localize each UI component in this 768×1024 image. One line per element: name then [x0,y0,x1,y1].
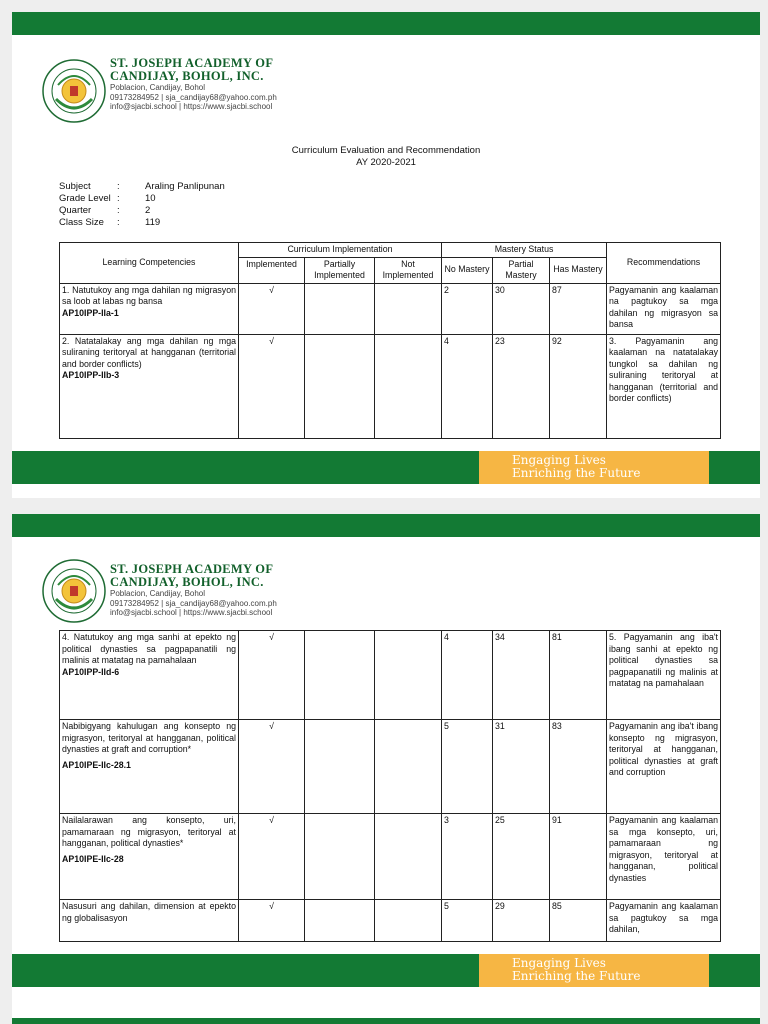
meta-row: Quarter : 2 [59,205,151,216]
school-name-line2: CANDIJAY, BOHOL, INC. [110,575,264,589]
header-implemented: Implemented [239,257,305,283]
no-mastery-cell: 5 [442,900,493,942]
has-mastery-cell: 91 [550,814,607,900]
no-mastery-cell: 2 [442,283,493,334]
not-implemented-cell [375,631,442,720]
competency-code: AP10IPP-IId-6 [62,666,120,677]
no-mastery-cell: 3 [442,814,493,900]
no-mastery-cell: 4 [442,334,493,438]
header-partially-implemented: Partially Implemented [305,257,375,283]
recommendation-cell: Pagyamanin ang kaalaman sa pagtukoy sa mga dahilan, [607,900,721,942]
competency-cell: Nabibigyang kahulugan ang konsepto ng migrasyon, teritoryal at hangganan, political dynasties at graft and corruption* AP10IPE-IIc-28.1 [60,720,239,814]
implemented-cell: √ [239,631,305,720]
document-title [12,145,760,169]
recommendation-cell: 5. Pagyamanin ang iba't ibang sanhi at epekto ng political dynasties sa pagpapanatili ng malinis at matatag na pamahalaan [607,631,721,720]
header-no-mastery: No Mastery [442,257,493,283]
school-phone-email: 09173284952 | sja_candijay68@yahoo.com.ph [110,92,277,102]
competency-code: AP10IPE-IIc-28 [62,853,124,864]
partially-cell [305,631,375,720]
table-row [60,631,721,720]
header-not-implemented: Not Implemented [375,257,442,283]
meta-row: Class Size : 119 [59,217,161,228]
header-green-bar [12,514,760,537]
school-identity [110,57,277,112]
implemented-cell: √ [239,814,305,900]
competency-cell: Nailalarawan ang konsepto, uri, pamamaraan ng migrasyon, teritoryal at hangganan, political dynasties* AP10IPE-IIc-28 [60,814,239,900]
header-mastery-status: Mastery Status [442,243,607,258]
table-row [60,334,721,438]
school-name-line2: CANDIJAY, BOHOL, INC. [110,69,264,83]
partial-mastery-cell: 34 [493,631,550,720]
header-recommendations: Recommendations [607,243,721,284]
has-mastery-cell: 87 [550,283,607,334]
partial-mastery-cell: 30 [493,283,550,334]
no-mastery-cell: 4 [442,631,493,720]
recommendation-cell: 3. Pagyamanin ang kaalaman na natatalakay tungkol sa dahilan ng suliraning teritoryal at hangganan (territorial and border conflicts) [607,334,721,438]
implemented-cell: √ [239,283,305,334]
competency-cell: 1. Natutukoy ang mga dahilan ng migrasyon sa loob at labas ng bansa AP10IPP-IIa-1 [60,283,239,334]
not-implemented-cell [375,283,442,334]
not-implemented-cell [375,720,442,814]
header-partial-mastery: Partial Mastery [493,257,550,283]
school-seal-logo [42,59,106,123]
school-address: Poblacion, Candijay, Bohol [110,589,206,598]
header-has-mastery: Has Mastery [550,257,607,283]
footer-tagline: Engaging Lives Enriching the Future [479,451,709,484]
implemented-cell: √ [239,900,305,942]
not-implemented-cell [375,900,442,942]
school-web: info@sjacbi.school | https://www.sjacbi.school [110,102,273,111]
footer-green-bar [12,954,760,987]
partially-cell [305,720,375,814]
competency-code: AP10IPE-IIc-28.1 [62,759,131,770]
header-curriculum-implementation: Curriculum Implementation [239,243,442,258]
evaluation-table-continued [59,630,721,942]
next-page-green-bar [12,1018,760,1024]
competency-code: AP10IPP-IIb-3 [62,370,120,380]
table-row [60,814,721,900]
partially-cell [305,334,375,438]
recommendation-cell: Pagyamanin ang kaalaman na pagtukoy sa mga dahilan ng migrasyon sa bansa [607,283,721,334]
document-year: AY 2020-2021 [356,157,416,168]
school-seal-logo [42,559,106,623]
has-mastery-cell: 81 [550,631,607,720]
table-row [60,720,721,814]
partial-mastery-cell: 29 [493,900,550,942]
header-green-bar [12,12,760,35]
document-title-text: Curriculum Evaluation and Recommendation [291,145,481,156]
implemented-cell: √ [239,720,305,814]
school-phone-email: 09173284952 | sja_candijay68@yahoo.com.ph [110,598,277,608]
meta-row: Grade Level : 10 [59,193,156,204]
competency-cell: Nasusuri ang dahilan, dimension at epekto ng globalisasyon [60,900,239,942]
evaluation-table [59,242,721,439]
not-implemented-cell [375,814,442,900]
subject-metadata [59,181,225,229]
school-name-line1: ST. JOSEPH ACADEMY OF [110,562,274,576]
competency-cell: 4. Natutukoy ang mga sanhi at epekto ng political dynasties sa pagpapanatili ng malinis at matatag na pamahalaan AP10IPP-IId-6 [60,631,239,720]
no-mastery-cell: 5 [442,720,493,814]
page-1 [12,12,760,498]
has-mastery-cell: 92 [550,334,607,438]
partial-mastery-cell: 31 [493,720,550,814]
school-address: Poblacion, Candijay, Bohol [110,83,206,92]
partial-mastery-cell: 23 [493,334,550,438]
has-mastery-cell: 83 [550,720,607,814]
table-row [60,283,721,334]
header-learning-competencies: Learning Competencies [60,243,239,284]
partially-cell [305,283,375,334]
footer-green-bar [12,451,760,484]
school-identity [110,563,277,618]
footer-tagline: Engaging Lives Enriching the Future [479,954,709,987]
meta-row: Subject : Araling Panlipunan [59,181,225,192]
school-web: info@sjacbi.school | https://www.sjacbi.school [110,608,273,617]
recommendation-cell: Pagyamanin ang kaalaman sa mga konsepto, uri, pamamaraan ng migrasyon, teritoryal at hangganan, political dynasties [607,814,721,900]
partial-mastery-cell: 25 [493,814,550,900]
school-name-line1: ST. JOSEPH ACADEMY OF [110,56,274,70]
competency-code: AP10IPP-IIa-1 [62,307,119,318]
partially-cell [305,900,375,942]
table-row [60,900,721,942]
page-2 [12,514,760,1024]
recommendation-cell: Pagyamanin ang iba't ibang konsepto ng migrasyon, teritoryal at hangganan, political dynasties at graft and corruption [607,720,721,814]
implemented-cell: √ [239,334,305,438]
competency-cell: 2. Natatalakay ang mga dahilan ng mga suliraning teritoryal at hangganan (territorial and border conflicts) AP10IPP-IIb-3 [60,334,239,438]
partially-cell [305,814,375,900]
has-mastery-cell: 85 [550,900,607,942]
not-implemented-cell [375,334,442,438]
